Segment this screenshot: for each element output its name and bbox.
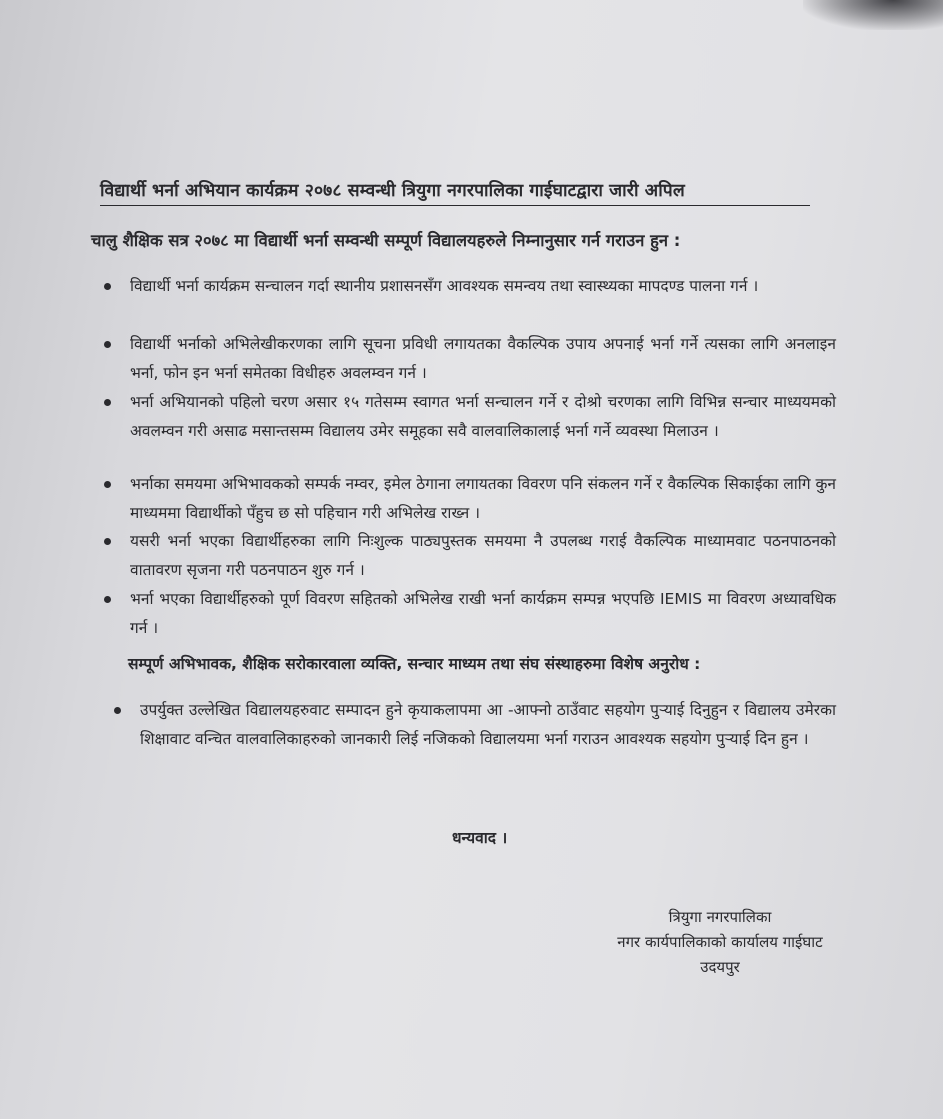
request-item xyxy=(106,696,836,754)
bullet-dot xyxy=(104,399,111,406)
instruction-text: भर्नाका समयमा अभिभावकको सम्पर्क नम्वर, इमेल ठेगाना लगायतका विवरण पनि संकलन गर्ने र वैकल्पिक सिकाईका लागि कुन माध्यममा विद्यार्थीको पँहुच छ सो पहिचान गरी अभिलेख राख्न । xyxy=(130,475,836,522)
instruction-text: भर्ना अभियानको पहिलो चरण असार १५ गतेसम्म स्वागत भर्ना सन्चालन गर्ने र दोश्रो चरणका लागि विभिन्न सन्चार माध्ययमको अवलम्वन गरी असाढ मसान्तसम्म विद्यालय उमेर समूहका सवै वालवालिकालाई भर्ना गर्ने व्यवस्था मिलाउन । xyxy=(130,393,836,440)
photo-corner-shadow xyxy=(803,0,943,30)
request-heading: सम्पूर्ण अभिभावक, शैक्षिक सरोकारवाला व्यक्ति, सन्चार माध्यम तथा संघ संस्थाहरुमा विशेष अनुरोध : xyxy=(128,655,701,673)
bullet-dot xyxy=(104,596,111,603)
document-title: विद्यार्थी भर्ना अभियान कार्यक्रम २०७८ सम्वन्धी त्रियुगा नगरपालिका गाईघाटद्वारा जारी अपिल xyxy=(100,179,810,206)
instruction-item-5 xyxy=(96,527,836,585)
instruction-text: भर्ना भएका विद्यार्थीहरुको पूर्ण विवरण सहितको अभिलेख राखी भर्ना कार्यक्रम सम्पन्न भएपछि IEMIS मा विवरण अध्यावधिक गर्न । xyxy=(130,590,836,637)
bullet-dot xyxy=(104,538,111,545)
instruction-text: विद्यार्थी भर्ना कार्यक्रम सन्चालन गर्दा स्थानीय प्रशासनसँग आवश्यक समन्वय तथा स्वास्थ्यका मापदण्ड पालना गर्न । xyxy=(130,277,759,295)
instruction-item-3 xyxy=(96,388,836,446)
bullet-dot xyxy=(114,707,121,714)
signature-office: त्रियुगा नगरपालिका xyxy=(668,908,772,926)
instruction-text: विद्यार्थी भर्नाको अभिलेखीकरणका लागि सूचना प्रविधी लगायतका वैकल्पिक उपाय अपनाई भर्ना गर्ने त्यसका लागि अनलाइन भर्ना, फोन इन भर्ना समेतका विधीहरु अवलम्वन गर्न । xyxy=(130,335,836,382)
intro-line: चालु शैक्षिक सत्र २०७८ मा विद्यार्थी भर्ना सम्वन्धी सम्पूर्ण विद्यालयहरुले निम्नानुसार गर्न गराउन हुन : xyxy=(91,231,681,250)
bullet-dot xyxy=(104,283,111,290)
instruction-item-6 xyxy=(96,585,836,643)
signature-block xyxy=(590,905,850,980)
bullet-dot xyxy=(104,341,111,348)
request-text: उपर्युक्त उल्लेखित विद्यालयहरुवाट सम्पादन हुने कृयाकलापमा आ -आफ्नो ठाउँवाट सहयोग पुऱ्याई दिनुहुन र विद्यालय उमेरका शिक्षावाट वन्चित वालवालिकाहरुको जानकारी लिई नजिकको विद्यालयमा भर्ना गराउन आवश्यक सहयोग पुऱ्याई दिन हुन । xyxy=(140,701,836,748)
signature-location: उदयपुर xyxy=(700,958,740,976)
instruction-text: यसरी भर्ना भएका विद्यार्थीहरुका लागि निःशुल्क पाठ्यपुस्तक समयमा नै उपलब्ध गराई वैकल्पिक माध्यामवाट पठनपाठनको वातावरण सृजना गरी पठनपाठन शुरु गर्न । xyxy=(130,532,836,579)
bullet-dot xyxy=(104,481,111,488)
thanks-line: धन्यवाद । xyxy=(452,829,508,847)
instruction-item-2 xyxy=(96,330,836,388)
signature-department: नगर कार्यपालिकाको कार्यालय गाईघाट xyxy=(617,933,823,951)
instruction-item-1 xyxy=(96,272,836,301)
instruction-item-4 xyxy=(96,470,836,528)
